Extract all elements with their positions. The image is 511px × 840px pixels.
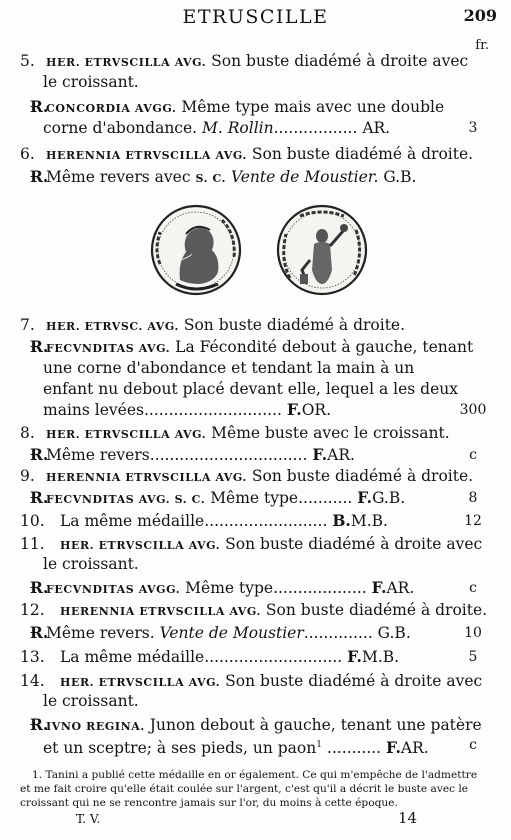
metal: G.B. <box>378 168 417 186</box>
reverse-line <box>0 622 511 644</box>
legend: HER. ETRVSCILLA AVG. <box>60 539 221 552</box>
metal: G.B. <box>377 624 411 642</box>
catalog-line <box>0 357 511 379</box>
collection: Vente de Moustier. <box>230 168 379 186</box>
volume-signature: T. V. <box>76 812 101 826</box>
reverse-coin <box>278 206 366 294</box>
entry-text <box>60 510 388 532</box>
coin-illustrations <box>140 200 380 300</box>
reverse-line <box>0 444 511 466</box>
metal: M.B. <box>361 648 400 666</box>
description: La Fécondité debout à gauche, tenant <box>175 338 474 356</box>
entry-text <box>46 577 414 601</box>
entry-text <box>46 622 411 644</box>
reverse-line <box>0 336 511 358</box>
rarity-mark: F. <box>357 488 373 507</box>
entry-number: 11. <box>20 535 45 553</box>
footnote-text: 1. Tanini a publié cette médaille en or également. Ce qui m'empêche de l'admettre <box>32 769 478 781</box>
legend: HERENNIA ETRVSCILLA AVG. <box>46 149 247 162</box>
entry-text <box>46 465 473 489</box>
legend: HER. ETRVSCILLA AVG. <box>60 676 221 689</box>
footnote-line <box>0 796 511 810</box>
reverse-symbol: Ɍ. <box>30 445 49 464</box>
rarity-mark: B. <box>332 511 351 530</box>
footnote-ref: 1 <box>316 740 322 750</box>
description-cont: une corne d'abondance et tendant la main à un <box>43 359 415 377</box>
catalog-line <box>0 117 511 139</box>
description: Même type <box>210 489 299 507</box>
description-cont: enfant nu debout placé devant elle, lequel a les deux <box>43 380 458 398</box>
entry-text <box>46 487 405 511</box>
entry-text <box>46 143 473 167</box>
price: c <box>469 580 477 596</box>
catalog-line <box>0 553 511 575</box>
description: Même revers avec <box>46 168 196 186</box>
dot-leader: ............................ <box>143 401 287 419</box>
cont-text: et un sceptre; à ses pieds, un paon <box>43 739 317 758</box>
entry-number: 13. <box>20 648 45 666</box>
legend: HER. ETRVSC. AVG. <box>46 320 179 333</box>
description: Même revers. <box>46 624 160 642</box>
metal: AR. <box>362 119 391 137</box>
footnote-line <box>0 782 511 796</box>
price: 3 <box>468 120 478 136</box>
entry-number: 6. <box>20 145 35 163</box>
rarity-mark: F. <box>286 400 302 419</box>
description-cont: le croissant. <box>43 73 139 91</box>
description: Même buste avec le croissant. <box>211 424 450 442</box>
running-head: ETRUSCILLE <box>182 6 329 28</box>
description: Son buste diadémé à droite. <box>251 467 474 485</box>
gathering-number: 14 <box>398 809 418 827</box>
catalog-line <box>0 422 511 444</box>
legend: HERENNIA ETRVSCILLA AVG. <box>60 605 261 618</box>
price: 300 <box>459 402 487 418</box>
catalog-line <box>0 599 511 621</box>
collection: M. Rollin <box>202 119 274 137</box>
collection: Vente de Moustier <box>159 624 304 642</box>
entry-text <box>60 646 399 668</box>
catalog-line <box>0 646 511 668</box>
catalog-line <box>0 314 511 336</box>
description: Même type mais avec une double <box>181 98 445 116</box>
description: Même type <box>185 579 274 597</box>
dot-leader: ................................ <box>149 446 313 464</box>
dot-leader: ................... <box>273 579 372 597</box>
entry-number: 8. <box>20 424 35 442</box>
price: 5 <box>468 649 478 665</box>
description-cont <box>43 117 390 139</box>
entry-number: 9. <box>20 467 35 485</box>
catalog-line <box>0 510 511 532</box>
description: Son buste diadémé à droite. <box>251 145 474 163</box>
catalog-line <box>0 378 511 400</box>
metal: M.B. <box>350 512 388 530</box>
footnote-text: croissant qui ne se rencontre jamais sur l'or, du moins à cette époque. <box>20 797 398 809</box>
footnote-line <box>0 768 511 782</box>
footnote-text: et me fait croire qu'elle était coulée sur l'argent, c'est qu'il a décrit le buste avec le <box>20 783 469 795</box>
coin-engravings <box>140 200 380 300</box>
entry-number: 10. <box>20 512 45 530</box>
catalog-line <box>0 465 511 487</box>
description-cont: le croissant. <box>43 555 139 573</box>
description: Son buste diadémé à droite avec <box>225 535 483 553</box>
metal: OR. <box>301 401 331 419</box>
legend: HER. ETRVSCILLA AVG. <box>46 56 207 69</box>
reverse-symbol: Ɍ. <box>30 167 49 186</box>
description: Son buste diadémé à droite. <box>183 316 406 334</box>
price: 8 <box>468 490 478 506</box>
entry-text <box>46 422 450 446</box>
legend: HER. ETRVSCILLA AVG. <box>46 428 207 441</box>
legend: FECVNDITAS AVG. <box>46 342 171 355</box>
entry-text <box>46 166 416 190</box>
metal: AR. <box>327 446 355 464</box>
page-number: 209 <box>463 6 497 25</box>
reverse-symbol: Ɍ. <box>30 578 49 597</box>
dot-leader: ......................... <box>204 512 333 530</box>
reverse-line <box>0 166 511 188</box>
description-cont <box>43 399 331 421</box>
price-column-header: fr. <box>475 38 489 53</box>
dot-leader: ............................ <box>204 648 348 666</box>
reverse-symbol: Ɍ. <box>30 337 49 356</box>
rarity-mark: F. <box>312 445 328 464</box>
entry-text <box>46 444 355 466</box>
description: Son buste diadémé à droite avec <box>225 672 483 690</box>
price: 10 <box>464 625 482 641</box>
cont-text: corne d'abondance. <box>43 119 203 137</box>
sc-mark: S. C. <box>195 172 227 185</box>
legend: IVNO REGINA. <box>46 720 145 733</box>
legend: HERENNIA ETRVSCILLA AVG. <box>46 471 247 484</box>
description: Même revers <box>46 446 150 464</box>
reverse-symbol: Ɍ. <box>30 715 49 734</box>
description: Son buste diadémé à droite avec <box>211 52 469 70</box>
dot-leader: ........... <box>321 739 387 758</box>
price: c <box>469 737 477 753</box>
description: La même médaille <box>60 512 205 530</box>
dot-leader: .............. <box>303 624 378 642</box>
reverse-symbol: Ɍ. <box>30 97 49 116</box>
dot-leader: ................. <box>273 119 363 137</box>
legend: CONCORDIA AVGG. <box>46 102 177 115</box>
metal: AR. <box>386 579 415 597</box>
reverse-line <box>0 577 511 599</box>
catalog-line <box>0 533 511 555</box>
rarity-mark: F. <box>347 647 362 666</box>
catalog-line <box>0 71 511 93</box>
reverse-line <box>0 487 511 509</box>
entry-number: 14. <box>20 672 45 690</box>
description: Son buste diadémé à droite. <box>265 601 488 619</box>
catalog-line <box>0 143 511 165</box>
legend: FECVNDITAS AVGG. <box>46 583 181 596</box>
entry-number: 12. <box>20 601 45 619</box>
reverse-symbol: Ɍ. <box>30 623 49 642</box>
entry-number: 5. <box>20 52 35 70</box>
catalog-line <box>0 690 511 712</box>
rarity-mark: F. <box>371 578 387 597</box>
price: c <box>469 447 477 463</box>
metal: AR. <box>400 739 429 758</box>
catalog-line <box>0 734 511 756</box>
catalog-line <box>0 399 511 421</box>
description-cont: le croissant. <box>43 692 139 710</box>
reverse-line <box>0 714 511 736</box>
entry-number: 7. <box>20 316 35 334</box>
obverse-coin <box>152 206 240 294</box>
reverse-line <box>0 96 511 118</box>
legend: FECVNDITAS AVG. S. C. <box>46 493 206 506</box>
catalog-line <box>0 670 511 692</box>
entry-text <box>46 314 405 338</box>
cont-text: mains levées <box>43 401 144 419</box>
rarity-mark: F. <box>386 738 401 758</box>
description: Junon debout à gauche, tenant une patère <box>149 716 482 734</box>
price: 12 <box>464 513 482 529</box>
catalog-line <box>0 50 511 72</box>
entry-text <box>60 599 487 623</box>
reverse-symbol: Ɍ. <box>30 488 49 507</box>
description-cont <box>43 734 429 759</box>
dot-leader: ........... <box>298 489 358 507</box>
metal: G.B. <box>372 489 406 507</box>
description: La même médaille <box>60 648 205 666</box>
